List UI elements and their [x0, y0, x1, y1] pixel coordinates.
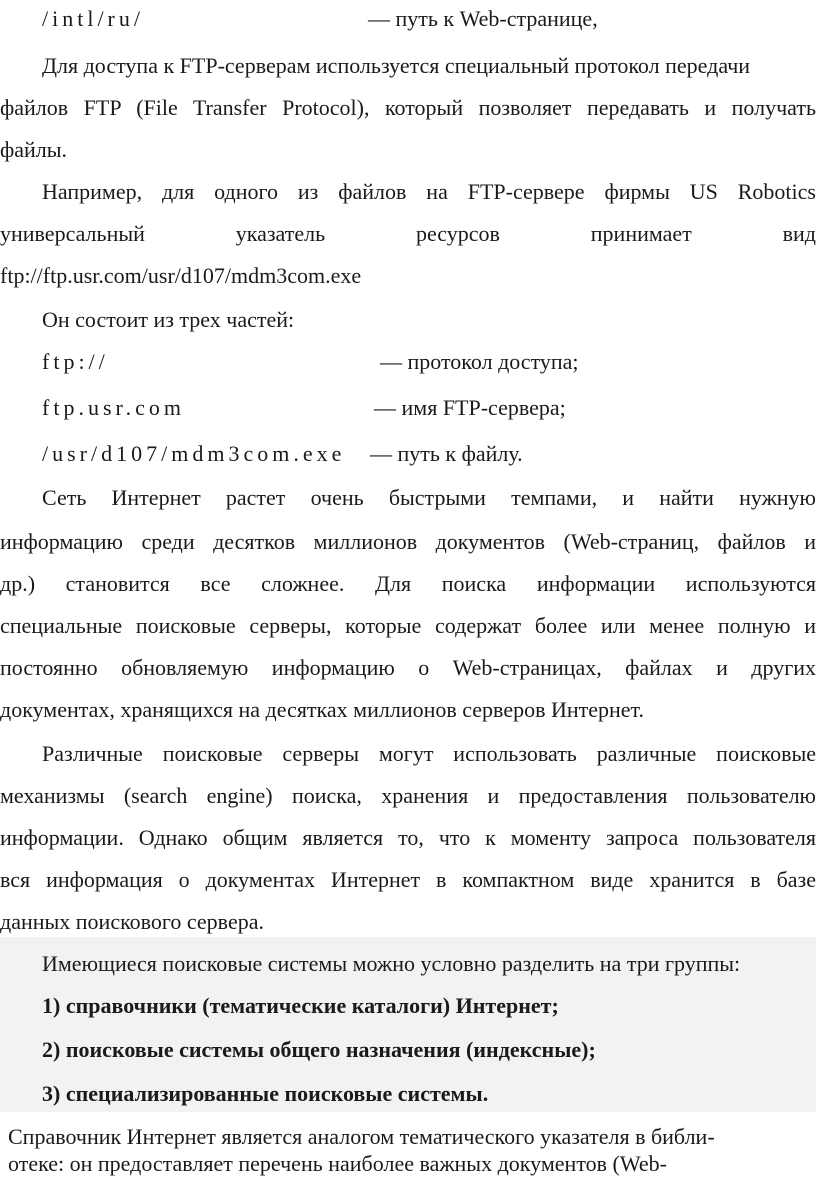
parts-intro: Он состоит из трех частей:: [42, 307, 295, 332]
uri-part-server: ftp.usr.com: [42, 395, 185, 420]
example-line-2: универсальный указатель ресурсов принимает вид: [0, 221, 816, 246]
growth-line-3: др.) становится все сложнее. Для поиска информации используются: [0, 571, 816, 596]
growth-line-6: документах, хранящихся на десятках миллионов серверов Интернет.: [0, 697, 645, 722]
directory-line-2: отеке: он предоставляет перечень наиболее важных документов (Web-: [8, 1151, 667, 1176]
engines-line-3: информации. Однако общим является то, что к моменту запроса пользователя: [0, 825, 816, 850]
group-item-1: 1) справочники (тематические каталоги) Интернет;: [42, 993, 559, 1018]
growth-line-2: информацию среди десятков миллионов документов (Web-страниц, файлов и: [0, 529, 816, 554]
growth-line-5: постоянно обновляемую информацию о Web-страницах, файлах и других: [0, 655, 816, 680]
engines-line-2: механизмы (search engine) поиска, хранения и предоставления пользователю: [0, 783, 816, 808]
growth-line-1: Сеть Интернет растет очень быстрыми темпами, и найти нужную: [42, 485, 816, 510]
uri-part-protocol-desc: — протокол доступа;: [380, 349, 579, 374]
directory-line-1: Справочник Интернет является аналогом тематического указателя в библи-: [8, 1124, 715, 1149]
engines-line-5: данных поискового сервера.: [0, 909, 264, 934]
ftp-intro-line-3: файлы.: [0, 137, 68, 162]
uri-part-path: /intl/ru/: [42, 6, 144, 31]
uri-part-file-desc: — путь к файлу.: [370, 441, 523, 466]
engines-line-4: вся информация о документах Интернет в компактном виде хранится в базе: [0, 867, 816, 892]
ftp-intro-line-1: Для доступа к FTP-серверам используется специальный протокол передачи: [42, 53, 751, 78]
group-item-3: 3) специализированные поисковые системы.: [42, 1081, 489, 1106]
example-url: ftp://ftp.usr.com/usr/d107/mdm3com.exe: [0, 263, 362, 288]
example-line-1: Например, для одного из файлов на FTP-сервере фирмы US Robotics: [42, 179, 816, 204]
uri-part-file: /usr/d107/mdm3com.exe: [42, 441, 346, 466]
uri-part-protocol: ftp://: [42, 349, 109, 374]
ftp-intro-line-2: файлов FTP (File Transfer Protocol), который позволяет передавать и получать: [0, 95, 816, 120]
groups-intro: Имеющиеся поисковые системы можно условно разделить на три группы:: [42, 951, 741, 976]
growth-line-4: специальные поисковые серверы, которые содержат более или менее полную и: [0, 613, 816, 638]
group-item-2: 2) поисковые системы общего назначения (индексные);: [42, 1037, 596, 1062]
uri-part-server-desc: — имя FTP-сервера;: [374, 395, 566, 420]
engines-line-1: Различные поисковые серверы могут использовать различные поисковые: [42, 741, 816, 766]
uri-part-path-desc: — путь к Web-странице,: [368, 6, 598, 31]
